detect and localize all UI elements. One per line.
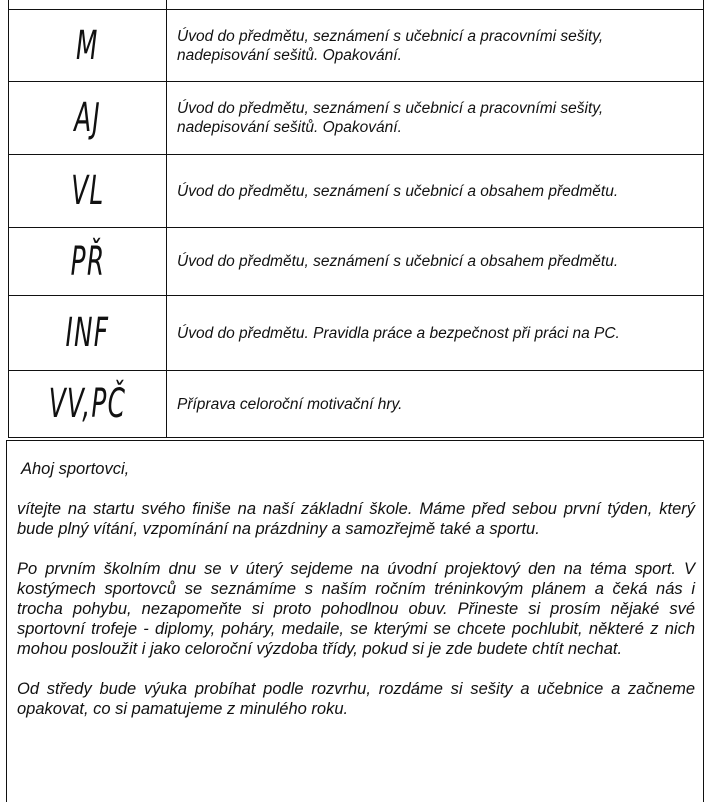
- subject-label: AJ: [74, 95, 101, 141]
- letter-paragraph: Po prvním školním dnu se v úterý sejdeme na úvodní projektový den na téma sport. V kostýmech sportovců se seznámíme s naším ročním tréninkovým plánem a čeká nás i trocha pohybu, nezapomeňte si proto pohodlnou obuv. Přineste si prosím nějaké své sportovní trofeje - diplomy, poháry, medaile, se kterými se chcete pochlubit, některé z nich mohou posloužit i jako celoroční výzdoba třídy, pokud si je zde budete chtít nechat.: [17, 560, 695, 658]
- subject-cell: [9, 371, 167, 437]
- welcome-letter: [6, 440, 704, 802]
- schedule-row: [8, 227, 704, 296]
- description-cell: [177, 10, 693, 81]
- description-cell: [177, 228, 693, 295]
- subject-cell: [9, 296, 167, 370]
- schedule-row: [8, 295, 704, 371]
- description-text: Úvod do předmětu, seznámení s učebnicí a pracovními sešity, nadepisování sešitů. Opakování.: [177, 100, 604, 136]
- subject-label: INF: [65, 310, 110, 356]
- description-text: Úvod do předmětu. Pravidla práce a bezpečnost při práci na PC.: [177, 324, 620, 342]
- letter-paragraph: vítejte na startu svého finiše na naší základní škole. Máme před sebou první týden, který bude plný vítání, vzpomínání na prázdniny a samozřejmě také a sportu.: [17, 500, 695, 538]
- description-cell: [177, 296, 693, 370]
- subject-label: M: [76, 22, 99, 69]
- description-text: Úvod do předmětu, seznámení s učebnicí a obsahem předmětu.: [177, 182, 619, 200]
- schedule-row: [8, 154, 704, 228]
- schedule-table: [8, 0, 704, 440]
- subject-cell: [9, 0, 167, 9]
- description-text: Příprava celoroční motivační hry.: [177, 395, 403, 413]
- letter-paragraph: Od středy bude výuka probíhat podle rozvrhu, rozdáme si sešity a učebnice a začneme opakovat, co si pamatujeme z minulého roku.: [17, 680, 695, 718]
- subject-cell: [9, 228, 167, 295]
- subject-label: VL: [70, 168, 105, 214]
- description-cell: [177, 82, 693, 154]
- schedule-row: [8, 81, 704, 155]
- description-text: Úvod do předmětu, seznámení s učebnicí a obsahem předmětu.: [177, 253, 619, 270]
- description-cell: [177, 155, 693, 227]
- subject-cell: [9, 10, 167, 81]
- subject-label: PŘ: [70, 238, 105, 285]
- schedule-row: [8, 9, 704, 82]
- subject-cell: [9, 82, 167, 154]
- schedule-row: [8, 370, 704, 438]
- description-cell: [177, 371, 693, 437]
- subject-label: VV,PČ: [48, 381, 127, 427]
- description-text: Úvod do předmětu, seznámení s učebnicí a pracovními sešity, nadepisování sešitů. Opakování.: [177, 27, 604, 64]
- subject-cell: [9, 155, 167, 227]
- letter-greeting: Ahoj sportovci,: [21, 460, 130, 478]
